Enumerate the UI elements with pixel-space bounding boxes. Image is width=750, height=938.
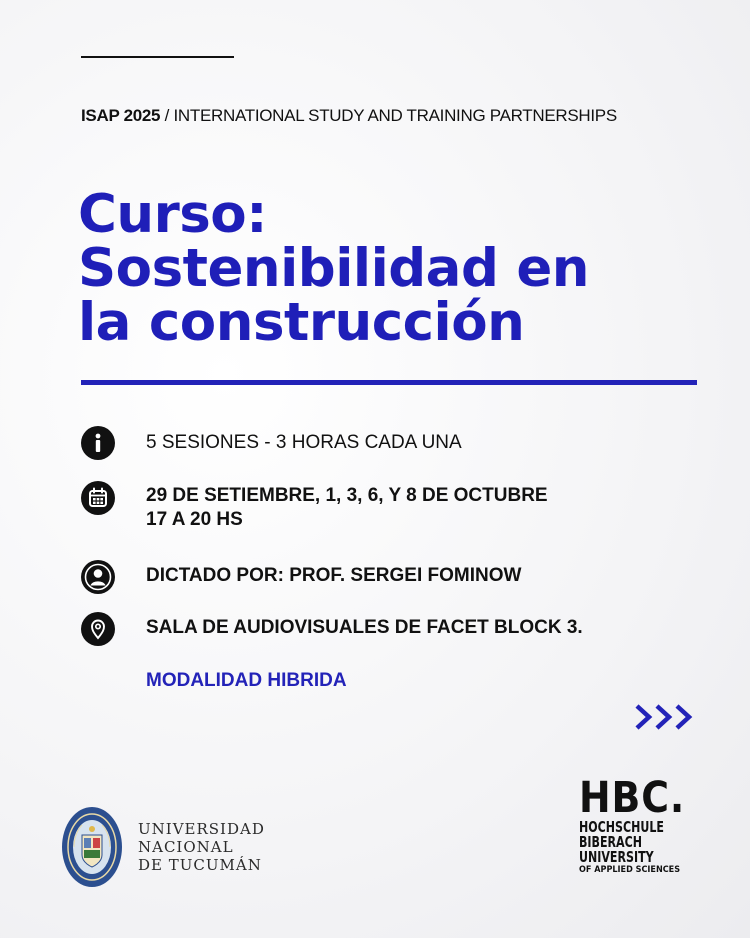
hbc-line: UNIVERSITY (579, 848, 654, 866)
event-code: ISAP 2025 (81, 106, 161, 125)
location-row (81, 612, 583, 646)
unt-name-line: NACIONAL (138, 838, 234, 856)
hbc-line: HOCHSCHULE (579, 818, 664, 836)
unt-name-line: UNIVERSIDAD (138, 820, 265, 838)
instructor-text: DICTADO POR: PROF. SERGEI FOMINOW (146, 565, 522, 586)
unt-name (138, 820, 265, 874)
triple-chevron-right-icon (634, 700, 698, 734)
unt-seal-icon (60, 805, 124, 889)
location-text: SALA DE AUDIOVISUALES DE FACET BLOCK 3. (146, 617, 583, 638)
location-pin-icon (81, 612, 115, 646)
title-line: Curso: (78, 184, 267, 245)
hbc-line: BIBERACH (579, 833, 643, 851)
hbc-line: OF APPLIED SCIENCES (579, 865, 681, 875)
info-icon (81, 426, 115, 460)
calendar-icon (81, 481, 115, 515)
title-line: Sostenibilidad en (78, 238, 590, 299)
dates-text (146, 481, 548, 532)
unt-name-line: DE TUCUMÁN (138, 856, 262, 874)
course-title (78, 184, 698, 353)
dates-row (81, 481, 548, 532)
top-divider (81, 56, 234, 58)
sessions-row (81, 426, 462, 460)
dates-line: 29 DE SETIEMBRE, 1, 3, 6, Y 8 DE OCTUBRE (146, 485, 548, 506)
program-header (81, 106, 617, 126)
unt-logo (60, 805, 265, 889)
hours-line: 17 A 20 HS (146, 509, 243, 530)
sessions-text: 5 SESIONES - 3 HORAS CADA UNA (146, 432, 462, 453)
person-icon (81, 560, 115, 594)
hbc-logo (579, 773, 699, 876)
program-name: / INTERNATIONAL STUDY AND TRAINING PARTNERSHIPS (164, 106, 617, 125)
hbc-mark: HBC. (579, 773, 686, 823)
modality-label: MODALIDAD HIBRIDA (146, 670, 347, 691)
title-underline (81, 380, 697, 385)
instructor-row (81, 560, 521, 594)
title-line: la construcción (78, 292, 525, 353)
